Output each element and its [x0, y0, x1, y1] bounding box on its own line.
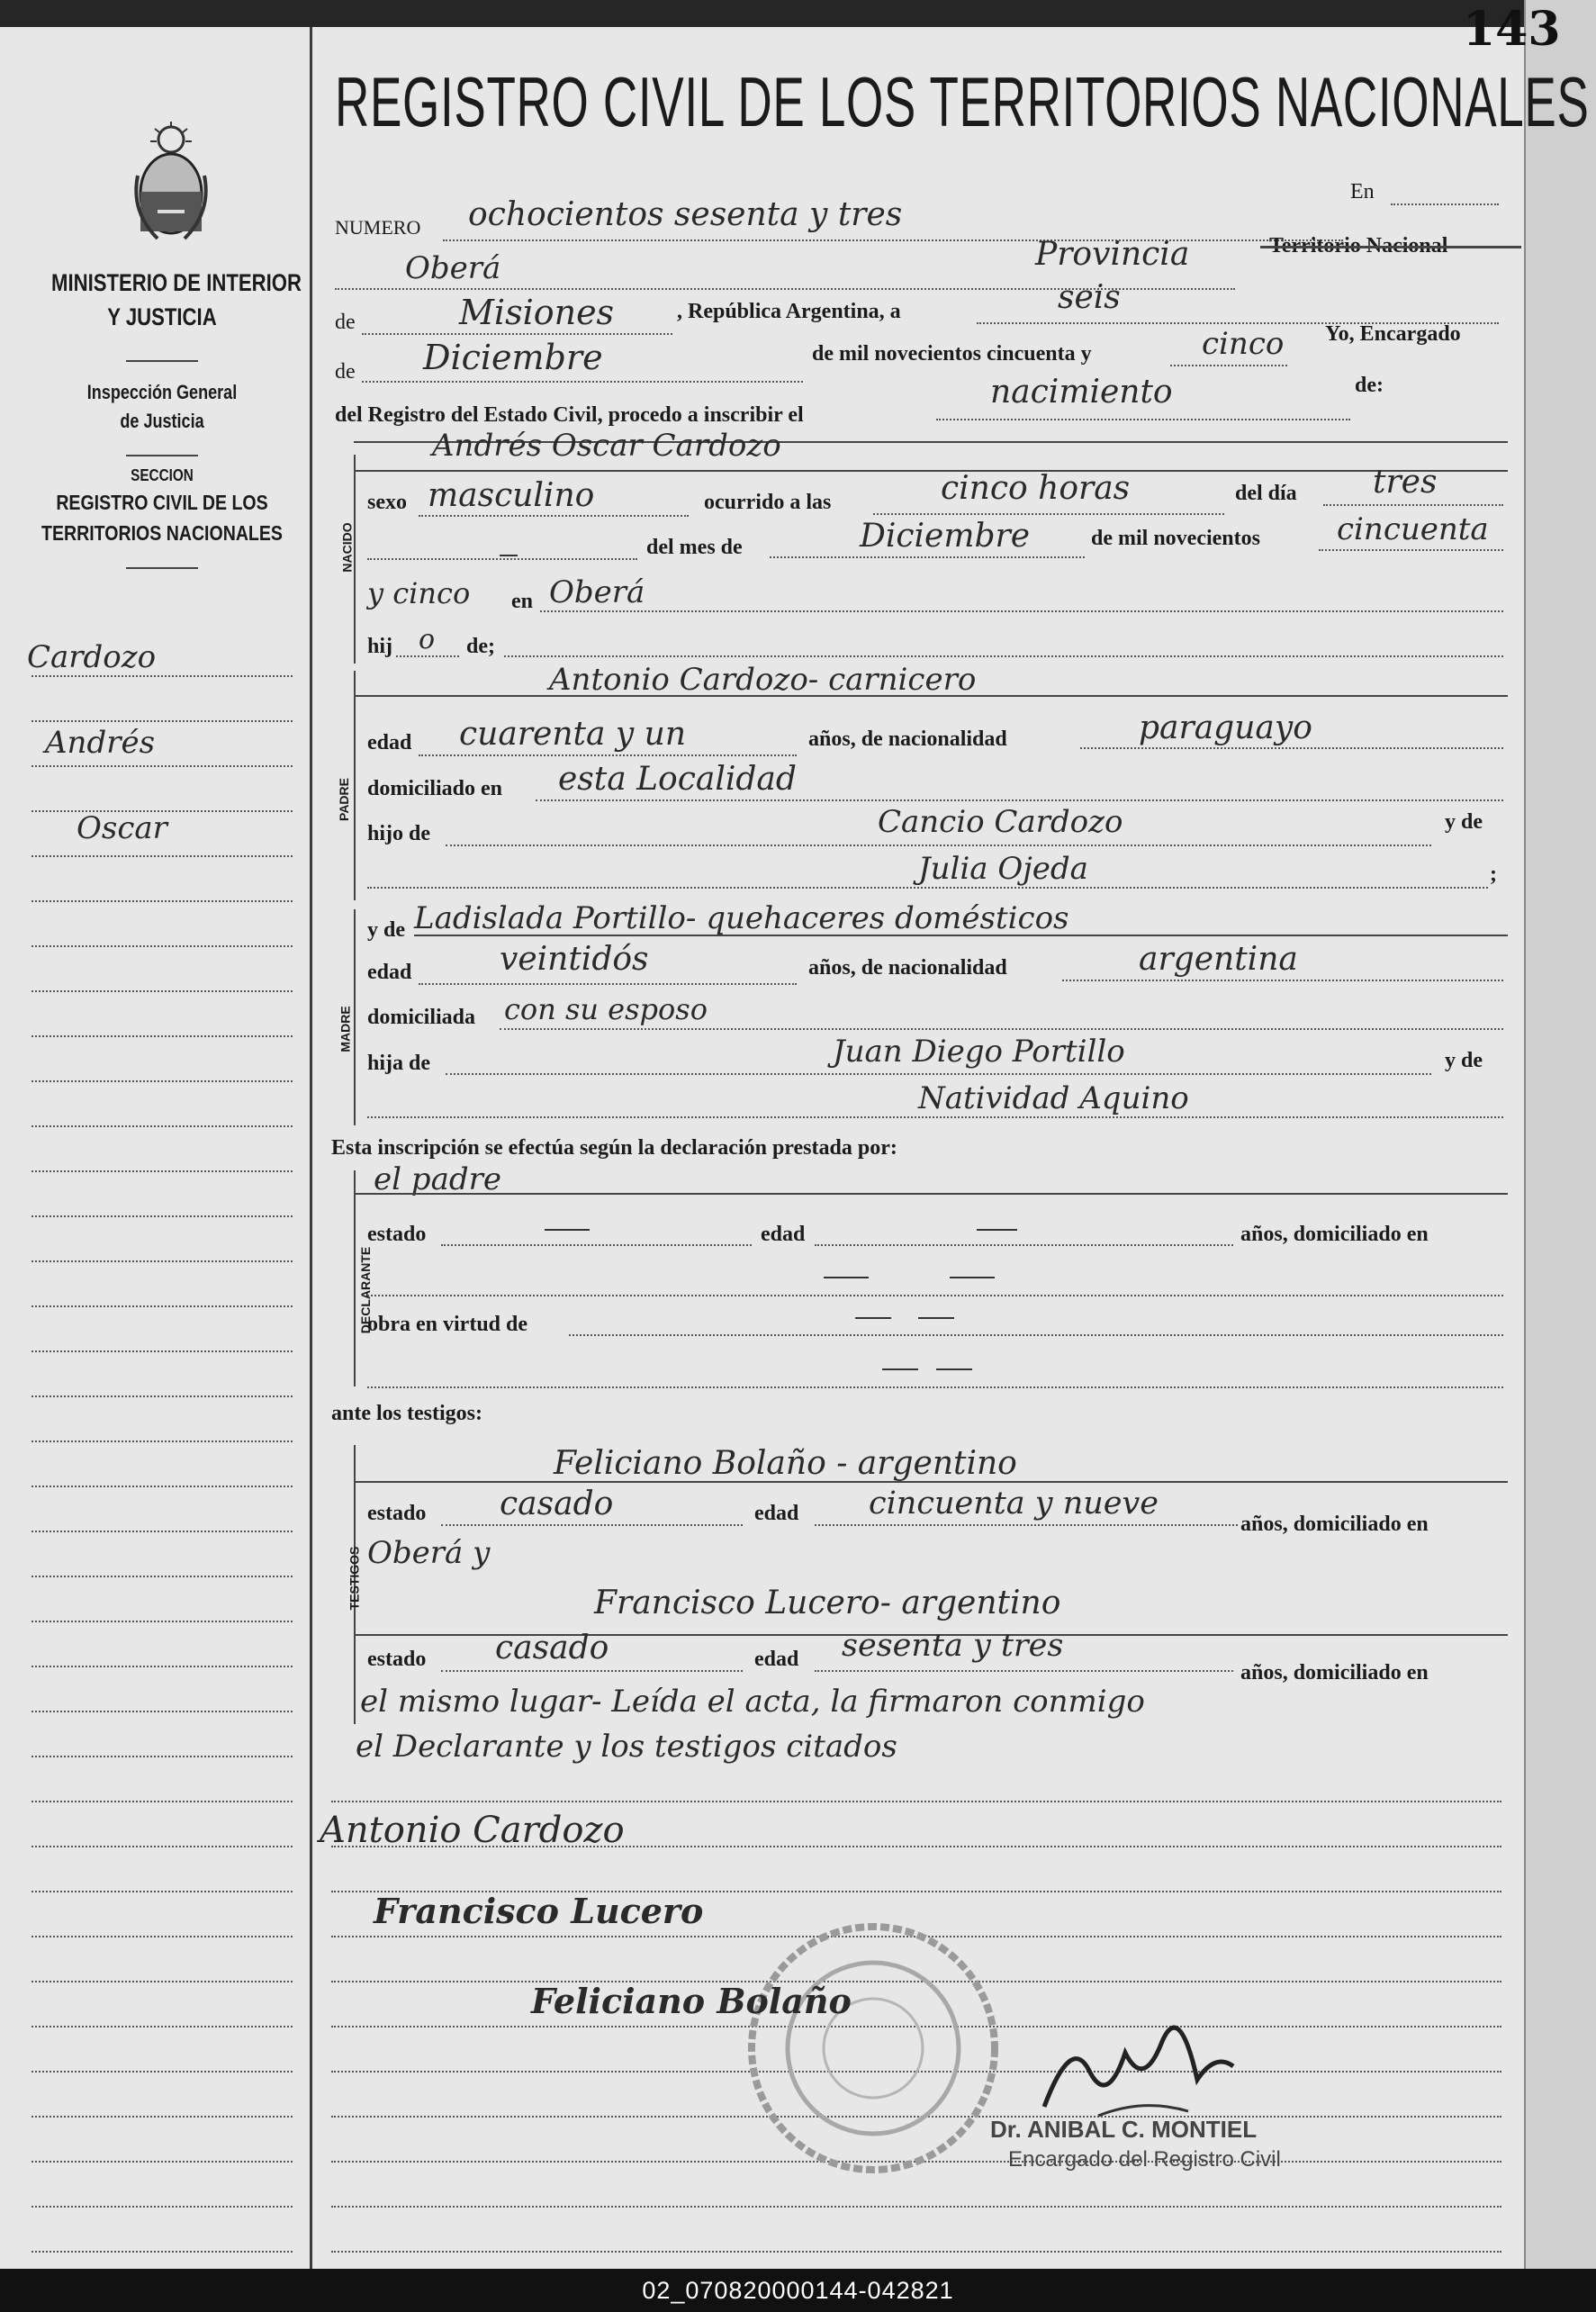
- separator: [126, 360, 198, 362]
- hora-value: cinco horas: [941, 470, 1131, 507]
- fill-line: [936, 419, 1350, 420]
- en-label: En: [1350, 180, 1375, 203]
- fill-line: [873, 513, 1224, 515]
- margin-line: [32, 1395, 293, 1397]
- fill-line: [1323, 504, 1503, 506]
- de-label: de: [335, 311, 356, 334]
- scan-id-bar: [0, 2269, 1596, 2312]
- fill-line: [815, 1524, 1238, 1526]
- edad-label: edad: [761, 1223, 806, 1246]
- de-label: de: [335, 360, 356, 384]
- hijo-de-label: hijo de: [367, 822, 431, 845]
- bracket-line: [354, 1170, 356, 1386]
- edad-label: edad: [754, 1502, 799, 1525]
- padre-domicilio-value: esta Localidad: [558, 761, 797, 798]
- section-label: SECCION REGISTRO CIVIL DE LOS TERRITORIOS NACIONALES: [41, 466, 283, 545]
- margin-line: [32, 1621, 293, 1622]
- margin-surname: Cardozo: [27, 639, 157, 675]
- fill-line: [540, 610, 1503, 612]
- hij-value: o: [419, 624, 436, 655]
- fill-line: [1080, 747, 1503, 749]
- margin-line: [32, 2026, 293, 2028]
- fill-line: [367, 558, 637, 560]
- margin-line: [32, 1440, 293, 1442]
- margin-line: [32, 1576, 293, 1577]
- testigo1-estado: casado: [500, 1486, 614, 1522]
- territorio-label: Territorio Nacional: [1269, 234, 1448, 257]
- margin-line: [32, 1711, 293, 1712]
- closing-line-1: el mismo lugar- Leída el acta, la firmaron conmigo: [360, 1684, 1145, 1720]
- de-label: de;: [466, 635, 495, 658]
- y-de-label: y de: [1445, 1049, 1483, 1072]
- column-divider: [310, 27, 312, 2269]
- fill-line: [419, 983, 797, 985]
- fill-line: [441, 1670, 743, 1672]
- testigo2-estado: casado: [495, 1630, 609, 1666]
- fill-line: [815, 1670, 1233, 1672]
- fill-line: [419, 515, 689, 517]
- sexo-label: sexo: [367, 491, 407, 514]
- padre-nacionalidad-value: paraguayo: [1139, 709, 1312, 746]
- margin-line: [32, 1801, 293, 1802]
- madre-side-label: MADRE: [338, 1006, 353, 1052]
- fill-line: [500, 1028, 1503, 1030]
- provincia-value: Provincia: [1035, 236, 1190, 273]
- page-number: 143: [1463, 2, 1561, 57]
- declarante-value: el padre: [374, 1161, 501, 1197]
- testigo1-domicilio: Oberá y: [367, 1535, 491, 1571]
- coat-of-arms-emblem: [131, 122, 212, 248]
- rule-line: [354, 695, 1508, 697]
- rule-line: [354, 470, 1508, 472]
- fill-line: [419, 754, 797, 756]
- month-value: Diciembre: [423, 338, 603, 377]
- edad-label: edad: [754, 1648, 799, 1671]
- testigo1-name: Feliciano Bolaño - argentino: [554, 1445, 1017, 1482]
- official-title: Encargado del Registro Civil: [1008, 2147, 1281, 2172]
- estado-label: estado: [367, 1502, 427, 1525]
- margin-line: [32, 2071, 293, 2073]
- margin-line: [32, 945, 293, 947]
- fill-line: [367, 887, 1488, 889]
- nacido-full-name: Andrés Oscar Cardozo: [432, 428, 781, 464]
- margin-line: [32, 1260, 293, 1262]
- blank-dash: [855, 1317, 891, 1319]
- signature-antonio-cardozo: Antonio Cardozo: [320, 1810, 625, 1851]
- abuelo-materno-value: Juan Diego Portillo: [833, 1034, 1125, 1070]
- blank-dash: [950, 1277, 995, 1278]
- margin-line: [32, 810, 293, 812]
- signature-line: [331, 2251, 1501, 2253]
- registro-label: del Registro del Estado Civil, procedo a inscribir el: [335, 403, 804, 427]
- inspection-label: Inspección General de Justicia: [86, 381, 238, 432]
- margin-line: [32, 1846, 293, 1847]
- estado-label: estado: [367, 1223, 427, 1246]
- scan-id: 02_070820000144-042821: [642, 2277, 954, 2304]
- madre-nacionalidad-value: argentina: [1139, 941, 1298, 978]
- province-value: Misiones: [459, 293, 615, 332]
- blank-dash: [918, 1317, 954, 1319]
- numero-value: ochocientos sesenta y tres: [468, 196, 903, 233]
- margin-line: [32, 1170, 293, 1172]
- nacido-place-value: Oberá: [549, 574, 645, 610]
- nacido-side-label: NACIDO: [339, 522, 355, 573]
- signature-line: [331, 1801, 1501, 1802]
- signature-francisco-lucero: Francisco Lucero: [374, 1891, 704, 1931]
- blank-dash: [936, 1368, 972, 1370]
- margin-line: [32, 990, 293, 992]
- nacido-year-value-2: y cinco: [367, 576, 471, 610]
- obra-label: obra en virtud de: [367, 1313, 528, 1336]
- anos-label: años, de nacionalidad: [808, 727, 1007, 751]
- mes-label: del mes de: [646, 536, 743, 559]
- dia-label: del día: [1235, 482, 1297, 505]
- fill-line: [362, 381, 803, 383]
- edad-label: edad: [367, 731, 412, 754]
- estado-label: estado: [367, 1648, 427, 1671]
- padre-side-label: PADRE: [336, 778, 351, 821]
- rule-line: [354, 1481, 1508, 1483]
- strikethrough: [1260, 246, 1521, 248]
- anos-domiciliado-label: años, domiciliado en: [1240, 1513, 1429, 1536]
- margin-line: [32, 1936, 293, 1937]
- fill-line: [1391, 203, 1499, 205]
- padre-edad-value: cuarenta y un: [459, 716, 687, 753]
- fill-line: [446, 844, 1431, 846]
- margin-line: [32, 1531, 293, 1532]
- fill-line: [1062, 980, 1503, 981]
- blank-dash: [500, 555, 518, 556]
- margin-line: [32, 900, 293, 902]
- y-de-label: y de: [1445, 810, 1483, 834]
- fill-line: [1170, 365, 1287, 366]
- margin-line: [32, 1891, 293, 1892]
- margin-line: [32, 2206, 293, 2208]
- en-label: en: [511, 590, 533, 613]
- republica-label: , República Argentina, a: [677, 300, 901, 323]
- testigos-intro: ante los testigos:: [331, 1402, 482, 1425]
- margin-line: [32, 1666, 293, 1667]
- margin-line: [32, 2161, 293, 2163]
- official-signature-scrawl: [1035, 2017, 1242, 2125]
- abuelo-paterno-value: Cancio Cardozo: [878, 804, 1123, 840]
- ocurrido-label: ocurrido a las: [704, 491, 832, 514]
- dia-value: tres: [1373, 464, 1438, 501]
- blank-dash: [824, 1277, 869, 1278]
- mil-novecientos-label: de mil novecientos: [1091, 527, 1260, 550]
- anos-domiciliado-label: años, domiciliado en: [1240, 1661, 1429, 1684]
- fill-line: [441, 1244, 752, 1246]
- margin-line: [32, 675, 293, 677]
- abuela-paterna-value: Julia Ojeda: [918, 851, 1088, 887]
- blank-dash: [977, 1229, 1017, 1231]
- margin-line: [32, 1215, 293, 1217]
- madre-edad-value: veintidós: [500, 941, 649, 978]
- nacido-year-value: cincuenta: [1337, 511, 1489, 547]
- margin-line: [32, 765, 293, 767]
- separator: [126, 455, 198, 456]
- fill-line: [504, 655, 1503, 657]
- fill-line: [367, 1116, 1503, 1118]
- margin-line: [32, 2251, 293, 2253]
- fill-line: [815, 1244, 1233, 1246]
- hij-label: hij: [367, 635, 393, 658]
- yo-encargado-label: Yo, Encargado: [1325, 322, 1461, 346]
- fill-line: [367, 1386, 1503, 1388]
- anos-domiciliado-label: años, domiciliado en: [1240, 1223, 1429, 1246]
- domiciliada-label: domiciliada: [367, 1006, 476, 1029]
- signature-feliciano-bolano: Feliciano Bolaño: [531, 1981, 852, 2021]
- testigos-side-label: TESTIGOS: [347, 1546, 362, 1611]
- closing-line-2: el Declarante y los testigos citados: [356, 1729, 897, 1765]
- edad-label: edad: [367, 961, 412, 984]
- margin-line: [32, 1981, 293, 1982]
- year-value: cinco: [1202, 326, 1285, 362]
- rule-line: [354, 1193, 1508, 1195]
- semicolon: ;: [1490, 862, 1497, 886]
- fill-line: [396, 655, 459, 657]
- mes-value: Diciembre: [860, 518, 1031, 555]
- blank-dash: [882, 1368, 918, 1370]
- official-seal: [743, 1918, 1004, 2179]
- hija-de-label: hija de: [367, 1052, 431, 1075]
- y-de-label: y de: [367, 918, 405, 942]
- testigo1-edad: cincuenta y nueve: [869, 1486, 1159, 1522]
- margin-line: [32, 1305, 293, 1307]
- fill-line: [770, 556, 1085, 558]
- madre-name: Ladislada Portillo- quehaceres domésticos: [414, 900, 1069, 936]
- anos-label: años, de nacionalidad: [808, 956, 1007, 980]
- testigo2-name: Francisco Lucero- argentino: [594, 1585, 1061, 1621]
- ministry-label: MINISTERIO DE INTERIOR Y JUSTICIA: [51, 269, 302, 330]
- fill-line: [362, 333, 672, 335]
- testigo2-edad: sesenta y tres: [842, 1628, 1064, 1664]
- official-name: Dr. ANIBAL C. MONTIEL: [990, 2116, 1258, 2143]
- day-value: seis: [1058, 279, 1121, 316]
- page-edge: [1524, 0, 1596, 2269]
- fill-line: [1319, 549, 1503, 551]
- place-value: Oberá: [405, 250, 501, 286]
- year-label: de mil novecientos cincuenta y: [812, 342, 1092, 366]
- signature-line: [331, 2206, 1501, 2208]
- blank-dash: [545, 1229, 590, 1231]
- numero-label: NUMERO: [335, 216, 421, 239]
- margin-line: [32, 855, 293, 857]
- abuela-materna-value: Natividad Aquino: [918, 1080, 1189, 1116]
- margin-line: [32, 1486, 293, 1487]
- margin-line: [32, 1035, 293, 1037]
- margin-line: [32, 2116, 293, 2118]
- fill-line: [536, 799, 1503, 801]
- declaracion-intro: Esta inscripción se efectúa según la declaración prestada por:: [331, 1136, 897, 1160]
- declarante-side-label: DECLARANTE: [358, 1246, 374, 1334]
- madre-domicilio-value: con su esposo: [504, 992, 708, 1026]
- fill-line: [441, 1524, 743, 1526]
- fill-line: [446, 1073, 1431, 1075]
- page-title: REGISTRO CIVIL DE LOS TERRITORIOS NACIONALES: [335, 62, 1590, 141]
- fill-line: [443, 239, 1343, 241]
- margin-line: [32, 1080, 293, 1082]
- bracket-line: [354, 909, 356, 1125]
- domicilio-label: domiciliado en: [367, 777, 503, 800]
- fill-line: [367, 1295, 1503, 1296]
- margin-line: [32, 1350, 293, 1352]
- margin-line: [32, 720, 293, 722]
- scan-top-band: [0, 0, 1596, 27]
- separator: [126, 567, 198, 569]
- margin-line: [32, 1125, 293, 1127]
- padre-name: Antonio Cardozo- carnicero: [549, 662, 977, 698]
- act-value: nacimiento: [990, 374, 1173, 411]
- sexo-value: masculino: [428, 477, 595, 514]
- fill-line: [569, 1334, 1503, 1336]
- bracket-line: [354, 671, 356, 900]
- rule-line: [414, 935, 1508, 936]
- margin-first-name: Andrés: [45, 725, 156, 761]
- margin-middle-name: Oscar: [77, 810, 167, 846]
- de-colon-label: de:: [1355, 374, 1384, 397]
- margin-line: [32, 1756, 293, 1757]
